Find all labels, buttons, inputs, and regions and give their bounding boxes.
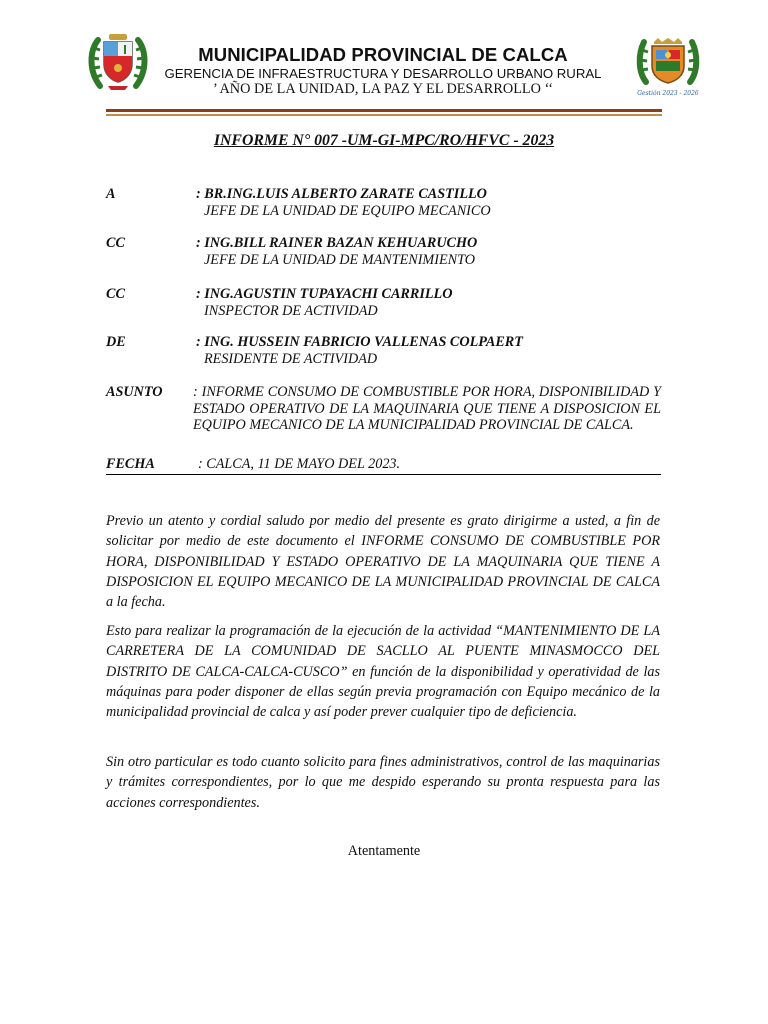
closing-salutation: Atentamente	[347, 843, 421, 859]
year-motto: ’ AÑO DE LA UNIDAD, LA PAZ Y EL DESARROLLO ‘‘	[212, 81, 554, 97]
logo-caption: Gestión 2023 - 2026	[637, 90, 699, 97]
letterhead-text	[160, 44, 606, 98]
peru-coat-of-arms-icon	[86, 30, 150, 94]
recipient-name: : ING.AGUSTIN TUPAYACHI CARRILLO	[196, 286, 453, 302]
section-divider	[106, 474, 661, 475]
recipient-position: JEFE DE LA UNIDAD DE MANTENIMIENTO	[204, 251, 475, 268]
recipient-name: : ING.BILL RAINER BAZAN KEHUARUCHO	[196, 235, 478, 251]
body-paragraph-1: Previo un atento y cordial saludo por medio del presente es grato dirigirme a usted, a fin de solicitar por medio de este documento el INFORME CONSUMO DE COMBUSTIBLE POR HORA, DISPONIBILIDAD Y ESTADO OPERATIVO DE LA MAQUINARIA QUE TIENE A DISPOSICION EL EQUIPO MECANICO DE LA MUNICIPALIDAD PROVINCIAL DE CALCA a la fecha.	[106, 513, 660, 611]
header-divider-thick	[106, 109, 662, 112]
sender-value	[196, 334, 666, 367]
sender-position: RESIDENTE DE ACTIVIDAD	[204, 350, 378, 367]
recipient-label: CC	[106, 235, 125, 251]
subject-text: : INFORME CONSUMO DE COMBUSTIBLE POR HORA, DISPONIBILIDAD Y ESTADO OPERATIVO DE LA MAQUINARIA QUE TIENE A DISPOSICION EL EQUIPO MECANICO DE LA MUNICIPALIDAD PROVINCIAL DE CALCA.	[193, 384, 661, 433]
recipient-name: : BR.ING.LUIS ALBERTO ZARATE CASTILLO	[196, 186, 487, 202]
department-name: GERENCIA DE INFRAESTRUCTURA Y DESARROLLO URBANO RURAL	[164, 66, 602, 81]
recipient-value	[196, 235, 666, 268]
recipient-position: JEFE DE LA UNIDAD DE EQUIPO MECANICO	[204, 202, 491, 219]
sender-name: : ING. HUSSEIN FABRICIO VALLENAS COLPAERT	[196, 334, 523, 350]
organization-name: MUNICIPALIDAD PROVINCIAL DE CALCA	[198, 44, 568, 65]
date-label: FECHA	[106, 456, 155, 472]
document-title: INFORME N° 007 -UM-GI-MPC/RO/HFVC - 2023	[213, 132, 555, 149]
header-divider-thin	[106, 114, 662, 116]
recipient-label: A	[106, 186, 116, 202]
body-paragraph-2: Esto para realizar la programación de la ejecución de la actividad “MANTENIMIENTO DE LA CARRETERA DE LA COMUNIDAD DE SACLLO AL PUENTE MINASMOCCO DEL DISTRITO DE CALCA-CALCA-CUSCO” en función de la disponibilidad y operatividad de las máquinas para poder disponer de ellas según previa programación con Equipo mecánico de la municipalidad provincial de calca y así poder prever cualquier tipo de deficiencia.	[106, 623, 660, 721]
subject-label: ASUNTO	[106, 384, 163, 400]
body-paragraph-3: Sin otro particular es todo cuanto solicito para fines administrativos, control de las maquinarias y trámites correspondientes, por lo que me despido esperando su pronta respuesta para las acciones correspondientes.	[106, 754, 660, 811]
recipient-label: CC	[106, 286, 125, 302]
recipient-value	[196, 286, 666, 319]
municipal-crest-icon	[636, 36, 700, 100]
recipient-position: INSPECTOR DE ACTIVIDAD	[204, 302, 378, 319]
letterhead	[0, 0, 768, 120]
sender-label: DE	[106, 334, 126, 350]
date-text: : CALCA, 11 DE MAYO DEL 2023.	[198, 456, 401, 472]
recipient-value	[196, 186, 666, 219]
